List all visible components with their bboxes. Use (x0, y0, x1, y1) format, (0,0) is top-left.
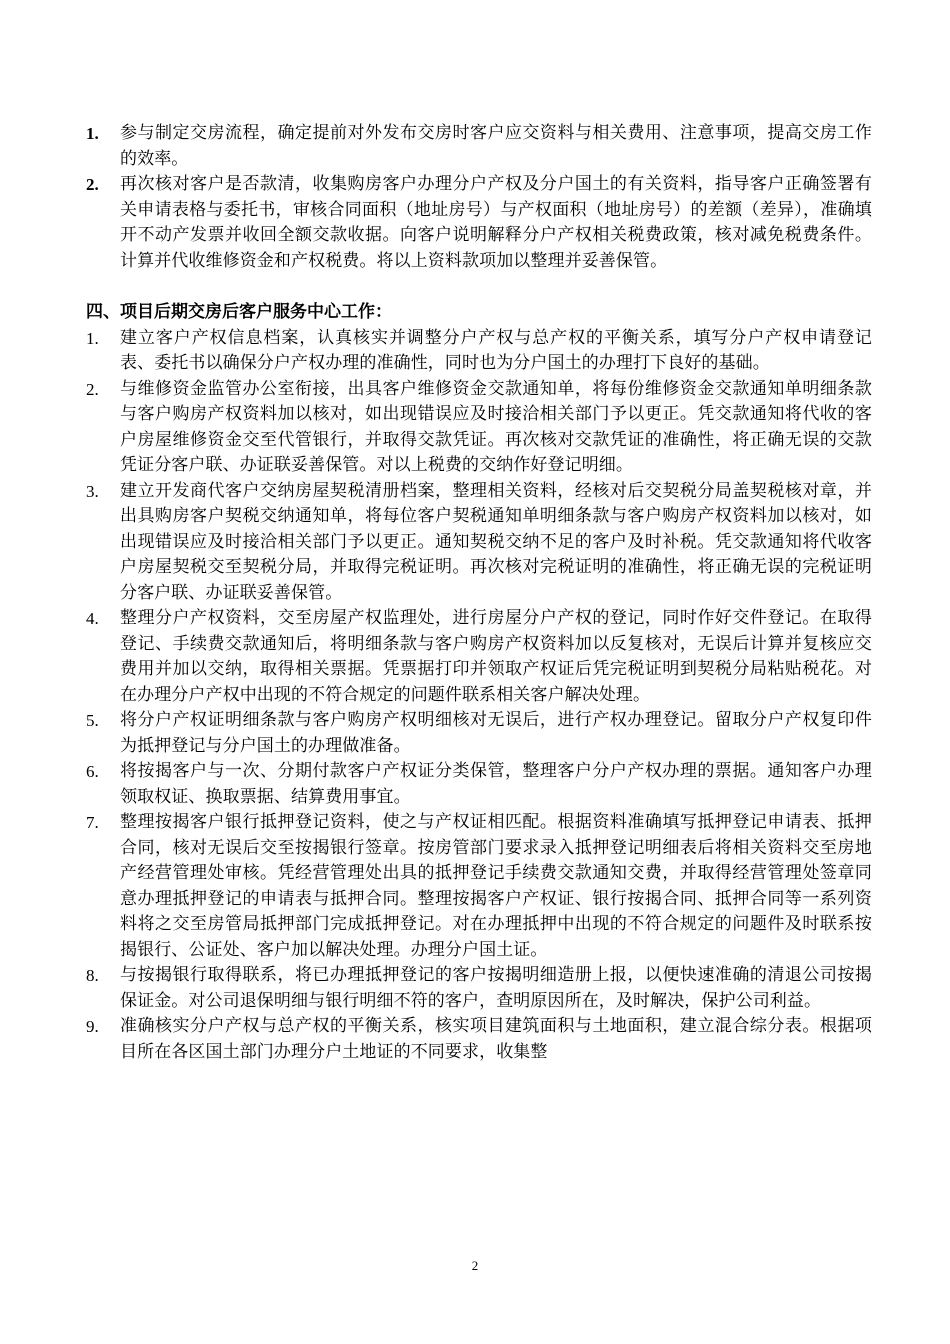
list-item (86, 963, 872, 1014)
list-item (86, 606, 872, 708)
list-item (86, 708, 872, 759)
section3-list (86, 121, 872, 274)
item-number: 8. (86, 966, 99, 985)
item-text: 与按揭银行取得联系，将已办理抵押登记的客户按揭明细造册上报，以便快速准确的清退公司按揭保证金。对公司退保明细与银行明细不符的客户，查明原因所在，及时解决，保护公司利益。 (120, 965, 872, 1011)
item-text: 准确核实分户产权与总产权的平衡关系，核实项目建筑面积与土地面积，建立混合综分表。根据项目所在各区国土部门办理分户土地证的不同要求，收集整 (120, 1016, 872, 1062)
item-text: 将按揭客户与一次、分期付款客户产权证分类保管，整理客户分户产权办理的票据。通知客户办理领取权证、换取票据、结算费用事宜。 (120, 761, 872, 807)
item-number: 2. (86, 379, 99, 399)
item-number: 1. (86, 328, 99, 348)
list-item (86, 810, 872, 963)
list-item (86, 759, 872, 810)
item-text: 整理分户产权资料，交至房屋产权监理处，进行房屋分户产权的登记，同时作好交件登记。在取得登记、手续费交款通知后，将明细条款与客户购房产权资料加以反复核对，无误后计算并复核应交费用并加以交纳，取得相关票据。凭票据打印并领取产权证后凭完税证明到契税分局粘贴税花。对在办理分户产权中出现的不符合规定的问题件联系相关客户解决处理。 (120, 608, 872, 705)
page-number: 2 (471, 1258, 479, 1273)
section-heading: 四、项目后期交房后客户服务中心工作： (86, 302, 392, 322)
item-number: 1. (86, 124, 99, 143)
paragraph-spacer (86, 274, 872, 300)
item-number: 2. (86, 175, 99, 194)
item-number: 9. (86, 1017, 99, 1036)
list-item (86, 377, 872, 479)
list-item (86, 326, 872, 377)
item-number: 4. (86, 609, 99, 628)
item-text: 将分户产权证明细条款与客户购房产权明细核对无误后，进行产权办理登记。留取分户产权复印件为抵押登记与分户国土的办理做准备。 (120, 710, 872, 756)
item-text: 整理按揭客户银行抵押登记资料，使之与产权证相匹配。根据资料准确填写抵押登记申请表、抵押合同，核对无误后交至按揭银行签章。按房管部门要求录入抵押登记明细表后将相关资料交至房地产经营管理处审核。凭经营管理处出具的抵押登记手续费交款通知交费，并取得经营管理处签章同意办理抵押登记的申请表与抵押合同。整理按揭客户产权证、银行按揭合同、抵押合同等一系列资料将之交至房管局抵押部门完成抵押登记。对在办理抵押中出现的不符合规定的问题件及时联系按揭银行、公证处、客户加以解决处理。办理分户国土证。 (120, 812, 872, 960)
item-text: 建立客户产权信息档案，认真核实并调整分户产权与总产权的平衡关系，填写分户产权申请登记表、委托书以确保分户产权办理的准确性，同时也为分户国土的办理打下良好的基础。 (120, 327, 872, 373)
item-text: 建立开发商代客户交纳房屋契税清册档案，整理相关资料，经核对后交契税分局盖契税核对章，并出具购房客户契税交纳通知单，将每位客户契税通知单明细条款与客户购房产权资料加以核对，如出现错误应及时接洽相关部门予以更正。通知契税交纳不足的客户及时补税。凭交款通知将代收客户房屋契税交至契税分局，并取得完税证明。再次核对完税证明的准确性，将正确无误的完税证明分客户联、办证联妥善保管。 (120, 480, 872, 603)
list-item (86, 1014, 872, 1065)
item-text: 与维修资金监管办公室衔接，出具客户维修资金交款通知单，将每份维修资金交款通知单明细条款与客户购房产权资料加以核对，如出现错误应及时接洽相关部门予以更正。凭交款通知将代收的客户房屋维修资金交至代管银行，并取得交款凭证。再次核对交款凭证的准确性，将正确无误的交款凭证分客户联、办证联妥善保管。对以上税费的交纳作好登记明细。 (120, 378, 872, 475)
item-number: 5. (86, 711, 99, 730)
item-text: 再次核对客户是否款清，收集购房客户办理分户产权及分户国土的有关资料，指导客户正确签署有关申请表格与委托书，审核合同面积（地址房号）与产权面积（地址房号）的差额（差异），准确填开不动产发票并收回全额交款收据。向客户说明解释分户产权相关税费政策，核对减免税费条件。计算并代收维修资金和产权税费。将以上资料款项加以整理并妥善保管。 (120, 174, 872, 271)
item-number: 3. (86, 481, 99, 501)
list-item (86, 121, 872, 172)
page-content (86, 121, 872, 1065)
item-number: 6. (86, 762, 99, 781)
item-text: 参与制定交房流程，确定提前对外发布交房时客户应交资料与相关费用、注意事项，提高交房工作的效率。 (120, 123, 872, 169)
list-item (86, 479, 872, 607)
list-item (86, 172, 872, 274)
item-number: 7. (86, 813, 99, 832)
section4-list (86, 326, 872, 1066)
